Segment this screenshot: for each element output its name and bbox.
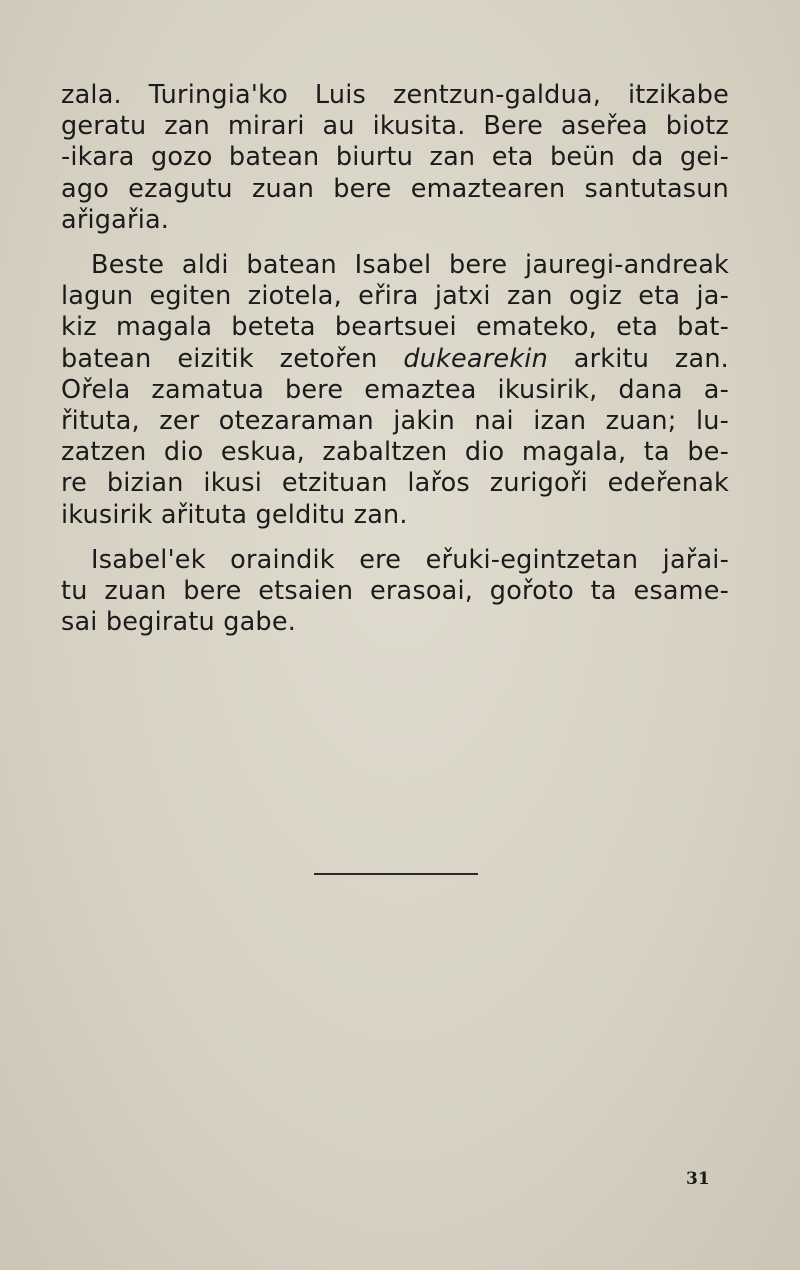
text-line: re bizian ikusi etzituan lařos zurigoři edeřenak [61,468,729,499]
text-line: sai begiratu gabe. [61,607,297,638]
text-line: Ořela zamatua bere emaztea ikusirik, dana a- [61,374,729,405]
page-number: 31 [686,1169,710,1189]
text-line: tu zuan bere etsaien erasoai, gořoto ta esame- [61,576,729,607]
text-line: lagun egiten ziotela, eřira jatxi zan ogiz eta ja- [61,281,729,312]
text-line: zatzen dio eskua, zabaltzen dio magala, ta be- [61,437,729,468]
paragraph-2 [61,250,729,531]
section-divider [314,873,478,875]
text-line: Beste aldi batean Isabel bere jauregi-andreak [91,250,729,281]
text-segment: batean eizitik zetořen [61,343,404,374]
text-line: kiz magala beteta beartsuei emateko, eta bat- [61,312,729,343]
text-line: řituta, zer otezaraman jakin nai izan zuan; lu- [61,406,729,437]
text-line: -ikara gozo batean biurtu zan eta beün da gei- [61,142,729,173]
body-text [61,80,729,638]
text-line: geratu zan mirari au ikusita. Bere aseřea biotz [61,111,729,142]
text-line: ařigařia. [61,204,170,235]
text-line: zala. Turingia'ko Luis zentzun-galdua, itzikabe [61,80,729,110]
text-line-with-italic [61,344,729,375]
italic-word: dukearekin [403,343,548,374]
text-line: ikusirik ařituta gelditu zan. [61,499,408,530]
paragraph-3 [61,545,729,639]
text-segment: arkitu zan. [547,343,729,374]
text-line: ago ezagutu zuan bere emaztearen santutasun [61,173,729,204]
text-line: Isabel'ek oraindik ere eřuki-egintzetan jařai- [91,544,729,575]
paragraph-1 [61,80,729,236]
